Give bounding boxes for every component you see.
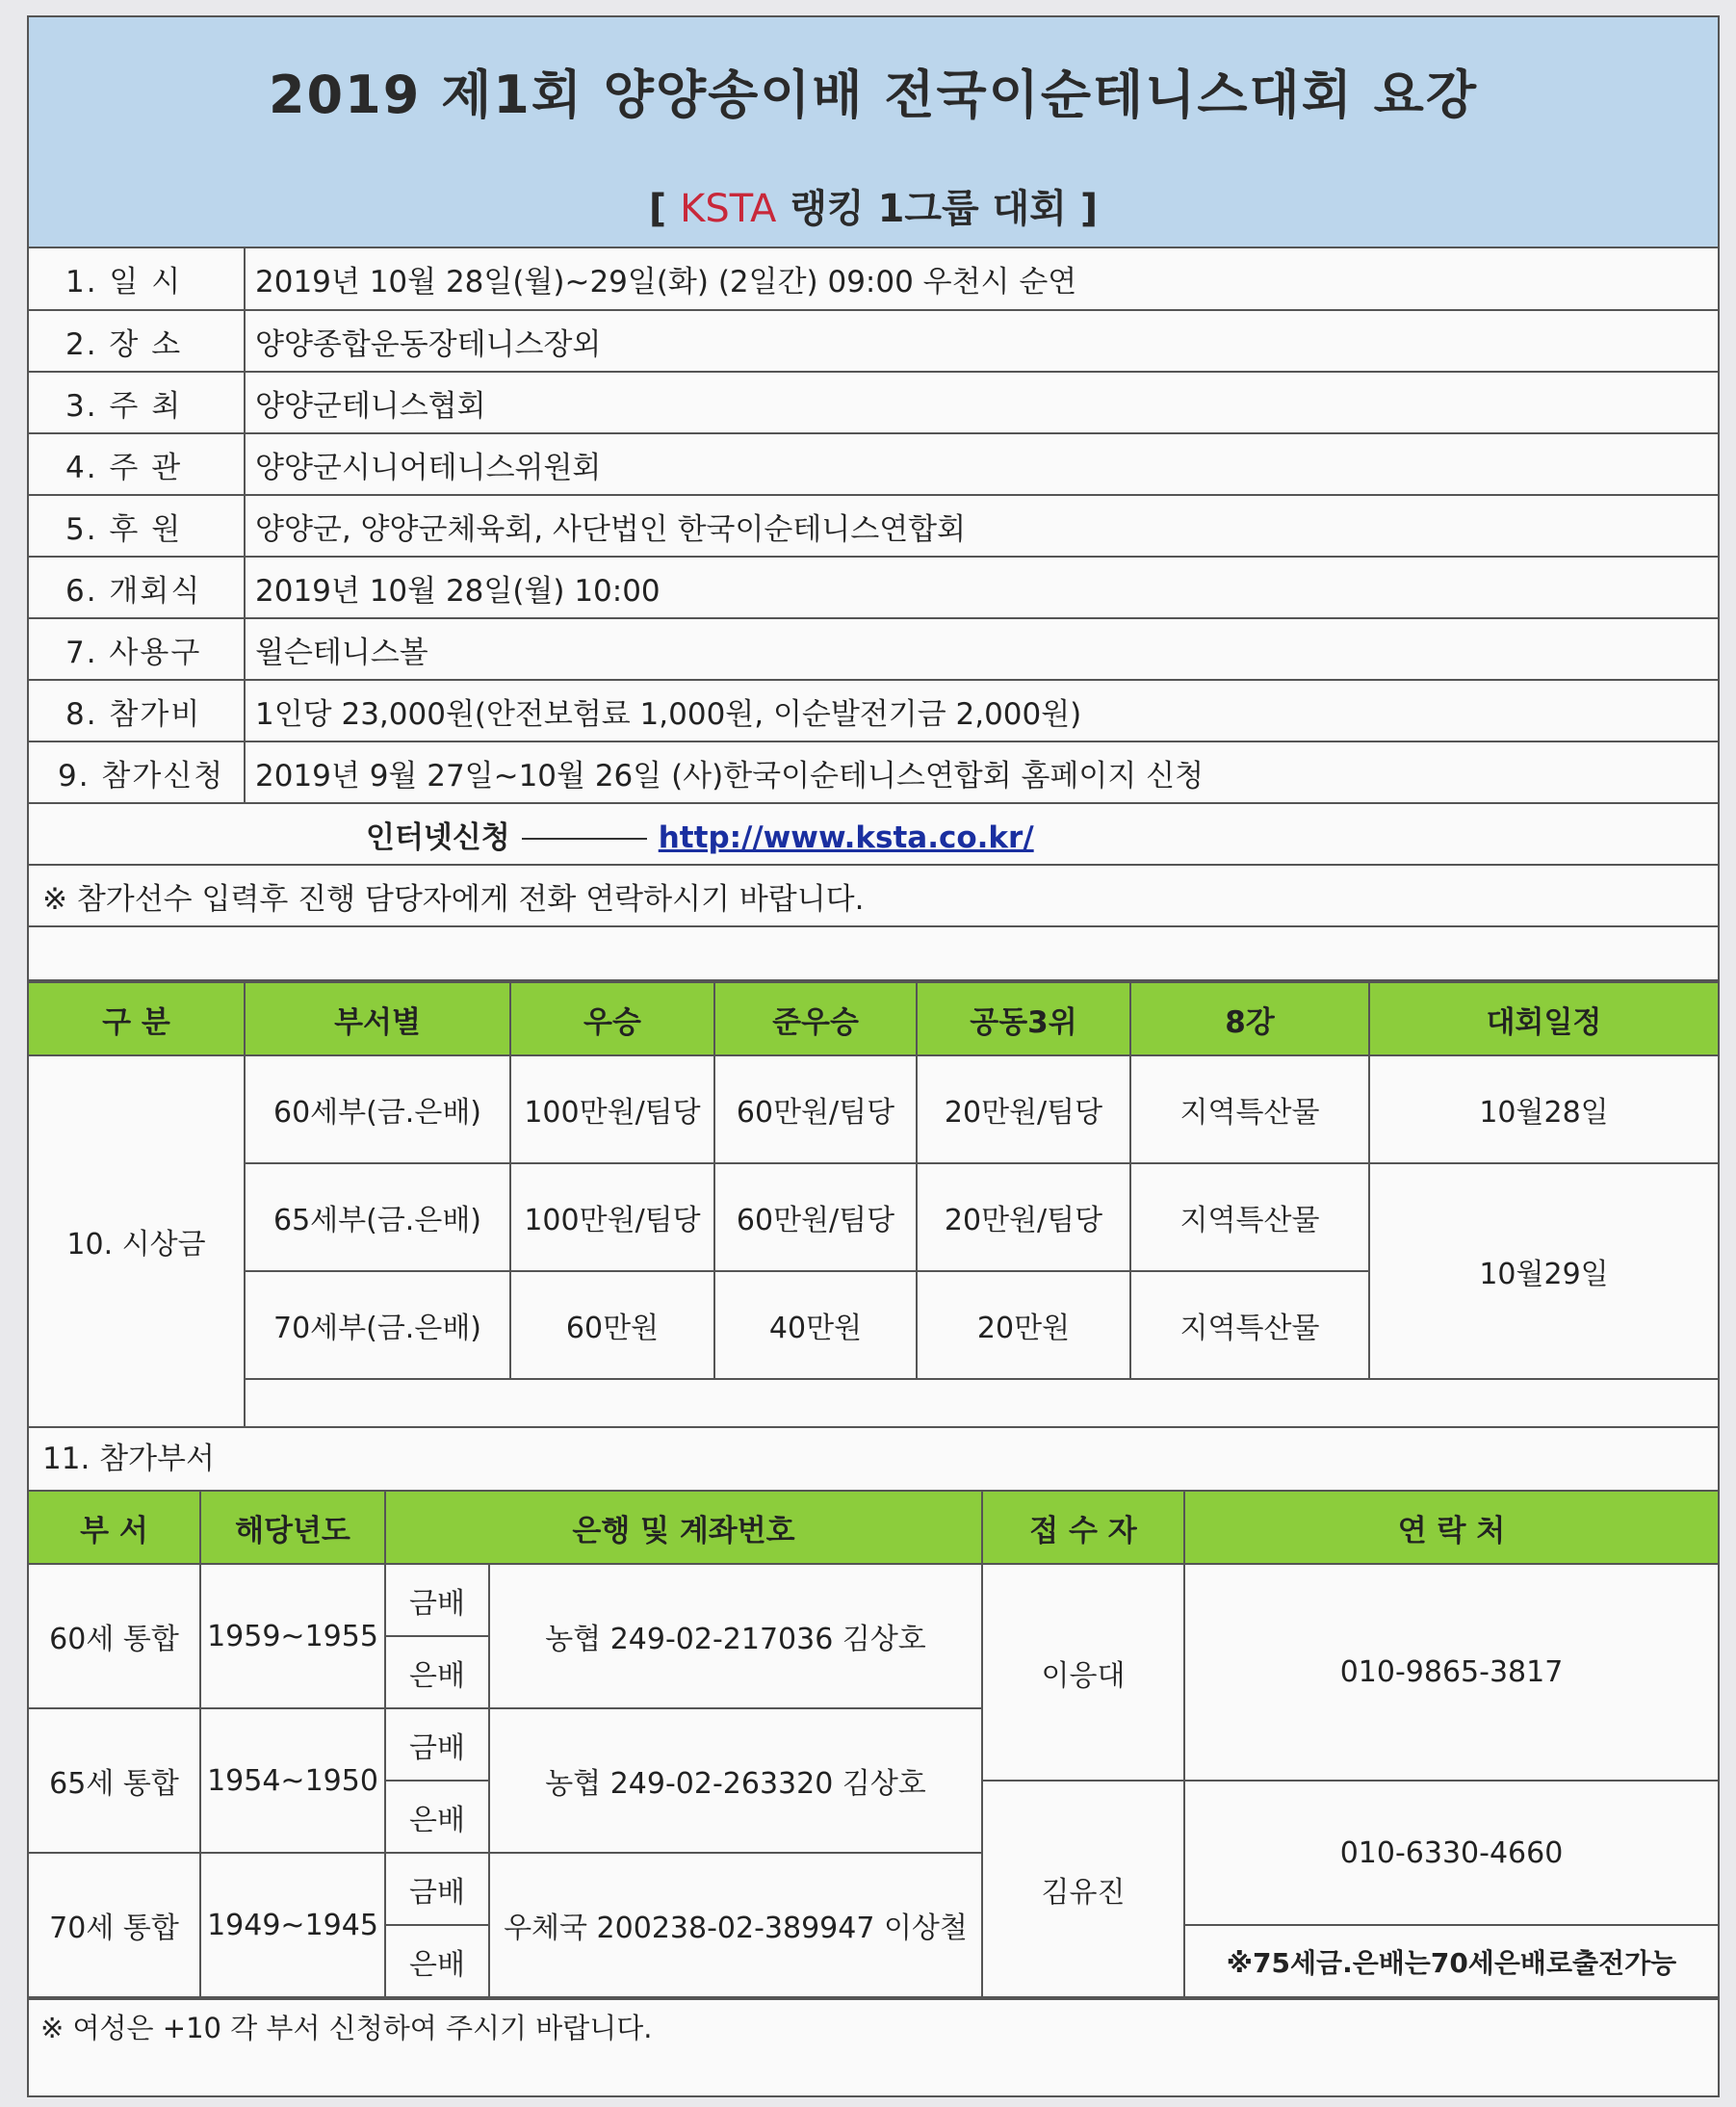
dept-years: 1954~1950 xyxy=(200,1708,385,1853)
info-value: 양양종합운동장테니스장외 xyxy=(245,310,1718,372)
bottom-note: ※ 여성은 +10 각 부서 신청하여 주시기 바랍니다. xyxy=(29,1998,1718,2056)
info-value: 윌슨테니스볼 xyxy=(245,618,1718,680)
blank-row xyxy=(29,926,1718,980)
info-table xyxy=(29,248,1718,981)
prize-second: 40만원 xyxy=(714,1271,917,1379)
prize-row xyxy=(29,1055,1718,1163)
dept-years: 1949~1945 xyxy=(200,1853,385,1997)
info-label: 5. 후 원 xyxy=(29,495,245,557)
info-label: 8. 참가비 xyxy=(29,680,245,741)
prize-spacer-row xyxy=(29,1379,1718,1427)
silver-cup: 은배 xyxy=(385,1781,489,1853)
dept-table xyxy=(29,1490,1718,1998)
header-eight: 8강 xyxy=(1130,982,1369,1055)
schedule-day2: 10월29일 xyxy=(1369,1163,1718,1379)
schedule-day1: 10월28일 xyxy=(1369,1055,1718,1163)
info-label: 6. 개회식 xyxy=(29,557,245,618)
info-value: 1인당 23,000원(안전보험료 1,000원, 이순발전기금 2,000원) xyxy=(245,680,1718,741)
ranking-label: 랭킹 1그룹 대회 xyxy=(790,187,1067,231)
dept-name: 70세 통합 xyxy=(29,1853,200,1997)
page-title: 2019 제1회 양양송이배 전국이순테니스대회 요강 xyxy=(268,65,1479,125)
info-value: 양양군테니스협회 xyxy=(245,372,1718,433)
header-dept-name: 부 서 xyxy=(29,1491,200,1564)
receiver-name: 김유진 xyxy=(982,1781,1184,1997)
header-receiver: 접 수 자 xyxy=(982,1491,1184,1564)
info-row xyxy=(29,248,1718,310)
ksta-link[interactable]: http://www.ksta.co.kr/ xyxy=(658,819,1034,855)
info-label: 1. 일 시 xyxy=(29,248,245,310)
dept-name: 65세 통합 xyxy=(29,1708,200,1853)
info-label: 9. 참가신청 xyxy=(29,741,245,803)
prize-eight: 지역특산물 xyxy=(1130,1271,1369,1379)
header-schedule: 대회일정 xyxy=(1369,982,1718,1055)
prize-row xyxy=(29,1163,1718,1271)
internet-cell xyxy=(29,803,1718,865)
info-label: 4. 주 관 xyxy=(29,433,245,495)
header-account: 은행 및 계좌번호 xyxy=(385,1491,982,1564)
dept-header-row xyxy=(29,1491,1718,1564)
bracket-open: [ xyxy=(648,187,667,231)
prize-header-row xyxy=(29,982,1718,1055)
prize-third: 20만원/팀당 xyxy=(917,1163,1130,1271)
prize-eight: 지역특산물 xyxy=(1130,1055,1369,1163)
info-row xyxy=(29,680,1718,741)
gold-cup: 금배 xyxy=(385,1708,489,1781)
subtitle xyxy=(29,178,1718,233)
header-second: 준우승 xyxy=(714,982,917,1055)
bank-account: 우체국 200238-02-389947 이상철 xyxy=(489,1853,982,1997)
info-label: 7. 사용구 xyxy=(29,618,245,680)
prize-table xyxy=(29,981,1718,1428)
bank-account: 농협 249-02-217036 김상호 xyxy=(489,1564,982,1708)
header-contact: 연 락 처 xyxy=(1184,1491,1718,1564)
info-row xyxy=(29,557,1718,618)
section11-label: 11. 참가부서 xyxy=(42,1442,215,1476)
age75-note: ※75세금.은배는70세은배로출전가능 xyxy=(1184,1925,1718,1997)
prize-eight: 지역특산물 xyxy=(1130,1163,1369,1271)
silver-cup: 은배 xyxy=(385,1925,489,1997)
prize-second: 60만원/팀당 xyxy=(714,1163,917,1271)
gold-cup: 금배 xyxy=(385,1853,489,1925)
info-value: 양양군시니어테니스위원회 xyxy=(245,433,1718,495)
prize-first: 100만원/팀당 xyxy=(510,1055,714,1163)
info-row xyxy=(29,310,1718,372)
gold-cup: 금배 xyxy=(385,1564,489,1636)
document-sheet xyxy=(27,15,1720,2097)
info-label: 2. 장 소 xyxy=(29,310,245,372)
bracket-close: ] xyxy=(1079,187,1099,231)
header-years: 해당년도 xyxy=(200,1491,385,1564)
prize-dept: 60세부(금.은배) xyxy=(245,1055,510,1163)
phone-number: 010-9865-3817 xyxy=(1184,1564,1718,1781)
contact-note: ※ 참가선수 입력후 진행 담당자에게 전화 연락하시기 바랍니다. xyxy=(29,865,1718,926)
receiver-name: 이응대 xyxy=(982,1564,1184,1781)
header-category: 구 분 xyxy=(29,982,245,1055)
prize-third: 20만원/팀당 xyxy=(917,1055,1130,1163)
prize-first: 60만원 xyxy=(510,1271,714,1379)
info-label: 3. 주 최 xyxy=(29,372,245,433)
spacer-cell xyxy=(245,1379,1718,1427)
header-dept: 부서별 xyxy=(245,982,510,1055)
header-first: 우승 xyxy=(510,982,714,1055)
internet-row xyxy=(29,803,1718,865)
ksta-label: KSTA xyxy=(680,187,777,231)
prize-section-label: 10. 시상금 xyxy=(29,1055,245,1427)
info-row xyxy=(29,741,1718,803)
info-row xyxy=(29,433,1718,495)
dept-years: 1959~1955 xyxy=(200,1564,385,1708)
prize-third: 20만원 xyxy=(917,1271,1130,1379)
header-banner xyxy=(29,17,1718,248)
info-row xyxy=(29,618,1718,680)
prize-dept: 65세부(금.은배) xyxy=(245,1163,510,1271)
header-third: 공동3위 xyxy=(917,982,1130,1055)
internet-label: 인터넷신청 xyxy=(366,819,510,855)
underline-divider xyxy=(522,838,647,840)
info-value: 양양군, 양양군체육회, 사단법인 한국이순테니스연합회 xyxy=(245,495,1718,557)
prize-dept: 70세부(금.은배) xyxy=(245,1271,510,1379)
info-value: 2019년 9월 27일~10월 26일 (사)한국이순테니스연합회 홈페이지 신청 xyxy=(245,741,1718,803)
phone-number: 010-6330-4660 xyxy=(1184,1781,1718,1925)
blank-cell xyxy=(29,926,1718,980)
info-value: 2019년 10월 28일(월)~29일(화) (2일간) 09:00 우천시 순연 xyxy=(245,248,1718,310)
info-value: 2019년 10월 28일(월) 10:00 xyxy=(245,557,1718,618)
bank-account: 농협 249-02-263320 김상호 xyxy=(489,1708,982,1853)
info-row xyxy=(29,372,1718,433)
prize-second: 60만원/팀당 xyxy=(714,1055,917,1163)
prize-first: 100만원/팀당 xyxy=(510,1163,714,1271)
info-row xyxy=(29,495,1718,557)
note-row xyxy=(29,865,1718,926)
dept-name: 60세 통합 xyxy=(29,1564,200,1708)
dept-row xyxy=(29,1564,1718,1636)
silver-cup: 은배 xyxy=(385,1636,489,1708)
